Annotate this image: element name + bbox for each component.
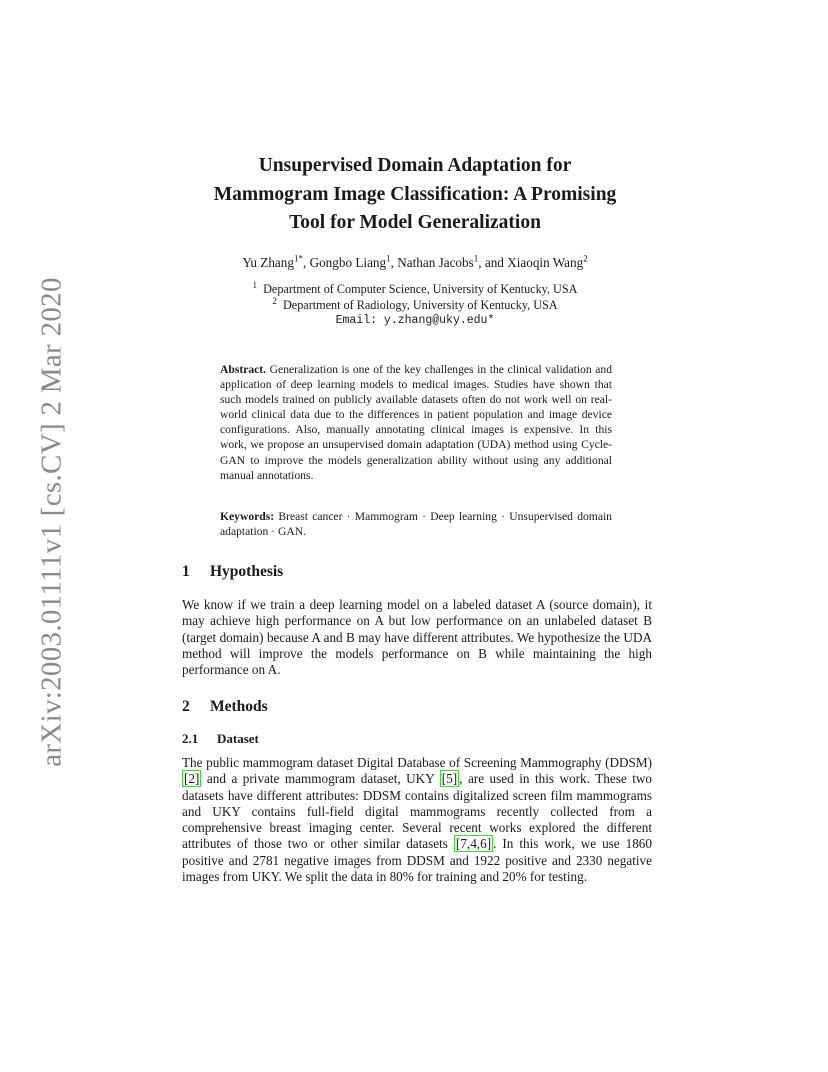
author-name: Gongbo Liang	[309, 255, 387, 270]
keywords	[220, 509, 612, 539]
author-affiliation-mark: 2	[583, 253, 588, 264]
section-number: 2	[182, 698, 190, 715]
hypothesis-paragraph: We know if we train a deep learning model on a labeled dataset A (source domain), it may achieve high performance on A but low performance on an unlabeled dataset B (target domain) because A and B may have different attributes. We hypothesize the UDA method will improve the models performance on B while maintaining the high performance on A.	[182, 597, 652, 678]
author-name: Xiaoqin Wang	[507, 255, 584, 270]
author-affiliation-mark: 1	[386, 253, 391, 264]
author-name: Yu Zhang	[242, 255, 294, 270]
abstract-label: Abstract.	[220, 363, 267, 376]
author-separator: ,	[302, 255, 310, 270]
title-line-1: Unsupervised Domain Adaptation for	[258, 155, 572, 176]
paragraph-text: . In this work, we use 1860 positive and 2781 negative images from DDSM and 1922 positive and 2330 negative images from UKY. We split the data in 80% for training and 20% for testing.	[182, 836, 652, 885]
paragraph-text: and a private mammogram dataset, UKY	[201, 771, 440, 787]
paragraph-text: The public mammogram dataset Digital Database of Screening Mammography (DDSM)	[182, 755, 652, 770]
abstract-text: Generalization is one of the key challenges in the clinical validation and application of deep learning models to medical images. Studies have shown that such models trained on publicly available datasets often do not work well on real-world clinical data due to the differences in patient population and image device configurations. Also, manually annotating clinical images is expensive. In this work, we propose an unsupervised domain adaptation (UDA) method using Cycle-GAN to improve the models generalization ability without using any additional manual annotations.	[220, 363, 612, 482]
citation-link[interactable]: [7,4,6]	[455, 836, 492, 852]
affiliation-text: Department of Radiology, University of Kentucky, USA	[282, 297, 558, 312]
subsection-heading-dataset	[182, 731, 259, 747]
author-affiliation-mark: 1	[473, 253, 479, 264]
subsection-title: Dataset	[217, 731, 259, 746]
section-heading-methods	[182, 698, 268, 716]
keywords-text: Breast cancer · Mammogram · Deep learning · Unsupervised domain adaptation · GAN.	[220, 510, 612, 539]
section-title: Methods	[210, 698, 268, 715]
author-email: Email: y.zhang@uky.edu*	[335, 314, 495, 327]
affiliation-2	[160, 295, 670, 314]
arxiv-identifier-stamp: arXiv:2003.01111v1 [cs.CV] 2 Mar 2020	[35, 277, 68, 767]
author-separator: , and	[478, 255, 508, 270]
section-heading-hypothesis	[182, 563, 283, 581]
affiliation-text: Department of Computer Science, University of Kentucky, USA	[263, 282, 578, 296]
paper-title	[160, 152, 670, 238]
author-affiliation-mark: 1*	[293, 253, 303, 264]
subsection-number: 2.1	[182, 731, 199, 746]
abstract	[220, 362, 612, 483]
author-name: Nathan Jacobs	[397, 255, 474, 270]
section-number: 1	[182, 563, 190, 580]
affiliation-mark: 1	[252, 279, 258, 290]
affiliation-mark: 2	[272, 295, 277, 306]
citation-link[interactable]: [2]	[184, 771, 200, 787]
keywords-label: Keywords:	[220, 510, 275, 523]
author-list	[160, 255, 670, 271]
section-title: Hypothesis	[210, 563, 284, 580]
citation-link[interactable]: [5]	[441, 771, 458, 787]
title-line-2: Mammogram Image Classification: A Promising	[213, 183, 617, 205]
dataset-paragraph	[182, 755, 652, 885]
affiliations	[160, 279, 670, 329]
paragraph-text: , are used in this work. These two datasets have different attributes: DDSM contains digitalized screen film mammograms and UKY contains full-field digital mammograms recently collected from a comprehensive breast imaging center. Several recent works explored the different attributes of those two or other similar datasets	[182, 771, 652, 852]
author-separator: ,	[390, 255, 398, 270]
affiliation-1	[160, 279, 670, 298]
title-line-3: Tool for Model Generalization	[289, 212, 541, 233]
